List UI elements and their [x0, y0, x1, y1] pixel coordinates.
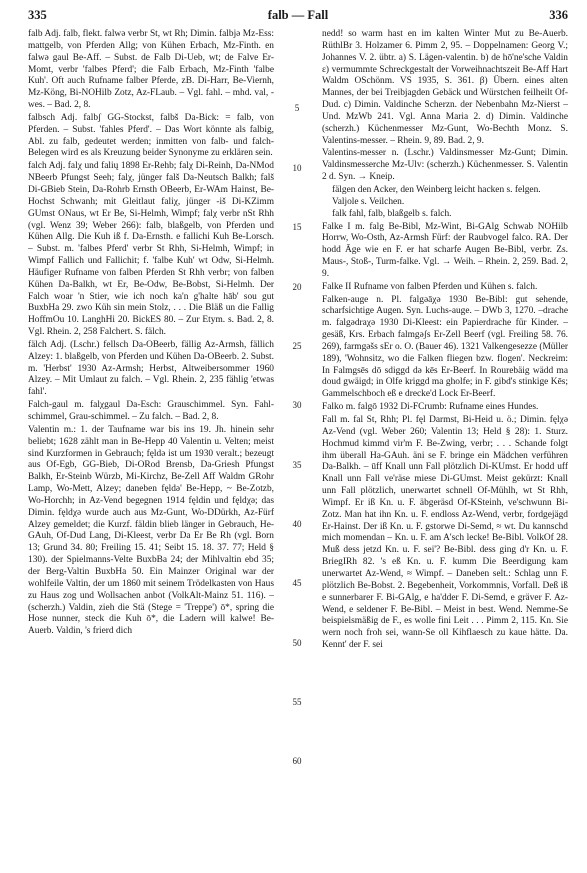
- left-column: [28, 29, 274, 865]
- entry-faelgen: fälgen den Acker, den Weinberg leicht hacken s. felgen.: [332, 184, 541, 195]
- page-number-left: 335: [28, 8, 47, 22]
- line-number: 25: [292, 341, 302, 351]
- entry-valentins-messer: Valentins-messer n. (Lschr.) Valdinsmesser Mz-Gunt; Dimin. Valdinsmesserche Mz-Ulv: (scherzh.) Küchenmesser. S. Valentin 2 d. Syn. → Kneip.: [322, 148, 568, 183]
- running-title: falb — Fall: [267, 8, 329, 22]
- page-header: [28, 8, 568, 24]
- line-number: 60: [292, 756, 302, 766]
- entry-falken-auge: Falken-auge n. Pl. falgəāχə 1930 Be-Bibl: gut sehende, scharfsichtige Augen. Syn. Luchs-auge. – DWb 3, 1270. –drache m. falgədraχə 1930 Di-Kleest: ein Papierdrache für Kinder. –gesäß, Krs. Erbach falmgəʃs Er-Zell Beerf (vgl. Freiling 58. 76. 269), farmgəšs sEr o. O. (Bauer 46). 1321 Valkengesezze (Müller 189), 'Wohnsitz, wo die Falken fliegen bzw. flogen'. Neckreim: In Falmgsēs dō sdiggd də kēs Er-Beerf. In Rourebäig wädd ma doud gwäigd; in Olfe kriggd ma gholfe; in F. gibd's stinkige Kēs; Gammelschboch eß e drecke'd Lock Er-Beerf.: [322, 294, 568, 400]
- line-number: 40: [292, 519, 302, 529]
- line-number: 35: [292, 460, 302, 470]
- line-number: 15: [292, 222, 302, 232]
- entry-fall: Fall m. fal St, Rhh; Pl. fęl Darmst, Bi-Heid u. ö.; Dimin. fęlχə Az-Vend (vgl. Weber 260; Valentin 13; Held § 28): 1. Sturz. Hochmud kimmd vir'm F. Be-Zwing, verbr; . . . Schande folgt ihm überall Ha-GAuh. äni se F. bringe ein Mädchen verführen Da-Balkh. – ūff Knall unn Fall plötzlich Di-KUmst. Er hodd uff Knall unn Fall ve'räse miese Di-GUmst. Meist gekürzt: Knall unn Fall plötzlich, unerwartet schnell Of-Mühlh, wt St Rhh, Wimpf. Er iß Kn. u. F. äbgeräsd Of-KSteinh, ve'schwunn Bi-Zotz. Man hat ihn Kn. u. F. endloss Az-Wend, verbr, fordgejägd Er-Hainst. Der iß Kn. u. F. gstorwe Di-Semd, ≈ wt. Du kannschd mich momendan – Kn. u. F. am A'sch lecke! Be-Bibl. VolkOf 28. Muß dess jetzd Kn. u. F. sei'? Be-Bibl. dess ging d'r Kn. u. F. BriegIRh 82. 's eß Kn. u. F. kumm Die Beerdigung kam unerwartet Az-Wend, ≈ Wimpf. – Daneben selt.: Schlag unn F. plötzlich Be-Bobst. 2. Begebenheit, Vorkommnis, Vorfall. Deß iß e sunnerbarer F. Bi-GAlg, e ha'dder F. Di-Semd, e gräver F. Az-Wend, e seldener F. Be-Bibl. – Meist in best. Wend. Nemme-Se beispielsmäßig de F., es wolle fini Leit . . . Pimm 2, 115. Kn. Sie wern noch froh sei, wann-Se oll Kihflaesch zu kaue hätte. Da. Kennt' der F. sei: [322, 415, 568, 651]
- entry-falch-gaul: Falch-gaul m. falχgaul Da-Esch: Grauschimmel. Syn. Fahl-schimmel, Grau-schimmel. – Zu falch. – Bad. 2, 8.: [28, 400, 274, 422]
- right-column: [322, 29, 568, 865]
- entry-valentin-continued: nedd! so warm hast en im kalten Winter Mut zu Be-Auerb. RüthlBr 3. Holzamer 6. Pimm 2, 95. – Doppelnamen: Georg V.; Johannes V. 2. übtr. a) S. Lägen-valentin. b) de hō'ne'sche Valdin ɛ) vermummte Schreckgestalt der Vorweihnachtszeit Be-Aff Hart Waldm OSchönm. VS 1935, S. 361. β) Übern. eines alten Mannes, der bei Treibjagden Gebäck und Würstchen feilheilt Of-Dud. c) Dimin. Valdinche Scherzn. der Nebenbahn Mz-Nierst – Und. MzWb 241. Vgl. Anna Maria 2. d) Dimin. Valdinche (scherzh.) Küchenmesser Mz-Gunt, Wo-Bechth Monz. S. Valentins-messer. – Rhein. 9, 89. Bad. 2, 9.: [322, 29, 568, 146]
- line-number: 10: [292, 163, 302, 173]
- line-number: 5: [294, 103, 300, 113]
- entry-falke-1: Falke I m. falg Be-Bibl, Mz-Wint, Bi-GAlg Schwab NOHilb Horrw, Wo-Osth, Az-Armsh Fürf: der Raubvogel falco. RA. Der hodd Āge wie en F. er hat scharfe Augen Be-Bibl, verbr. Zs. Maus-, Stoß-, Turm-falke. Vgl. → Weih. – Rhein. 2, 259. Bad. 2, 9.: [322, 221, 568, 279]
- line-number: 20: [292, 282, 302, 292]
- entry-falch: falch Adj. falχ und falių 1898 Er-Rehb; falχ Di-Reinh, Da-NMod NBeerb Pfungst Seeh; falχ, jünger falš Da-Neutsch Balkh; falš Di-GBieb Stein, Da-Rohrb Ernsth OBeerb, Er-WAm Hainst, Be-Hochst Schwanh; mit Gleitlaut faliχ, jünger -iš Di-KZimm GUmst ONaus, wt Er Be, Si-Helmh, Wimpf; falχ verbr nSt Rhh (vgl. Wenz 39; Weber 266): falb, blaßgelb, von Pferden und Kühen Allg. Die Kuh iß f. Da-Ernsth. e fallichi Kuh Be-Lorsch. – Subst. m. 'falbes Pferd' verbr St Rhh, Si-Helmh, Wimpf; in Wimpf Fallich und Fallichit; f. 'falbe Kuh' wt Odw, Si-Helmh. Häufiger Rufname von falben Pferden St Rhh verbr; von falben Kühen Da-Balkh, wt Er, Be-Odw, Be-Bobst, Si-Helmh. Der Falch woar 'n Stier, wie ich noch ka'n g'halte hāb' sou gut BuxbHa 29. zwo Küh sin mein Stolz, . . . Die Bläß un die Fallig HoffmOu 10. LanghHi 20. BickES 80. – Zur Etym. s. Bad. 2, 8. Vgl. Rhein. 2, 258 Falchert. S. fälch.: [28, 161, 274, 338]
- entry-falb: falb Adj. falb, flekt. falwə verbr St, wt Rh; Dimin. falbjə Mz-Ess: mattgelb, von Pferden Allg; von Kühen Erbach, Mz-Finth. en falwə gaul Be-Aff. – Subst. de Falb Di-Ueb, wt; de Falve Er-Momt, verbr 'falbes Pferd'; die Falb Erbach, Mz-Finth 'falbe Kuh'. Oft auch Rufname falber Pferde, zB. Di-Harr, Be-Viernh, Mz-Köng, Bi-NOHilb Zotz, Az-FLaub. – Vgl. fahl. – mhd. val, -wes. – Bad. 2, 8.: [28, 29, 274, 111]
- line-number: 55: [292, 697, 302, 707]
- page-number-right: 336: [549, 8, 568, 22]
- entry-valjole: Valjole s. Veilchen.: [332, 196, 405, 207]
- entry-falko: Falko m. falgō 1932 Di-FCrumb: Rufname eines Hundes.: [322, 402, 539, 413]
- entry-faelch: fälch Adj. (Lschr.) fellsch Da-OBeerb, fällig Az-Armsh, fällich Alzey: 1. blaßgelb, von Pferden und Kühen Da-OBeerb. 2. Subst. m. 'Herbst' 1930 Az-Armsh; Herbst, Altweibersommer 1960 Alzey. – Mit Umlaut zu falch. – Vgl. Rhein. 2, 235 fählig 'etwas fahl'.: [28, 339, 274, 398]
- entry-falbsch: falbsch Adj. falbʃ GG-Stockst, falbš Da-Bick: = falb, von Pferden. – Subst. 'fahles Pferd'. – Das Wort könnte als falbig, Abl. zu falb, gedeutet werden; inmitten von falb- und falch-Belegen wird es als Kreuzung beider Synonyme zu erklären sein.: [28, 112, 274, 159]
- entry-falke-2: Falke II Rufname von falben Pferden und Kühen s. falch.: [322, 281, 538, 292]
- line-number: 30: [292, 400, 302, 410]
- entry-valentin: Valentin m.: 1. der Taufname war bis ins 19. Jh. hinein sehr beliebt; 1628 zählt man in Be-Hepp 40 Valentin u. Velten; meist sind Kurzformen in Gebrauch; fęldə ist um 1930 veralt.; bezeugt aus Of-Egb, GG-Bieb, Di-ORod Brensb, Da-Griesh Pfungst Balkh, Er-Steinb Würzb, Mi-Kirchz, Be-Zell Aff Waldm GRohr Lamp, Wo-Mett, Alzey; daneben fęldə' Be-Hepp, ~ Be-Zotzb, Wo-Horchh; in Az-Vend begegnen 1914 fęldin und fęldχə; das Dimin. fęldχə wurde auch aus Mz-Gunt, Wo-DDürkh, Az-Fürf Alzey gemeldet; die Kurzf. fäldin blieb länger in Gebrauch, He-GAuh, Of-Dud Lang, Di-Kleest, verbr Da Er Be Rh (vgl. Born 13; Grund 34. 80; Freiling 15. 41; Seibt 15. 18. 37. 77; Held § 130). der Spielmanns-Velte BuxbBa 24; der Mihlvaltin ebd 35; der Berg-Valtin BuxbHa 50. Ein Mainzer Original war der wohlfeile Valtin, der um 1860 mit seinem Trödelkasten von Haus zu Haus zog und Wollsachen anbot (VolkAlt-Mainz 51. 116). – (scherzh.) Valdin, zieh die Stä (Stege = 'Treppe') ō*, spring die Hose nunner, steck die Kuh ō*, die Ladern will kalwe! Be-Auerb. Valdin, 's frierd dich: [28, 424, 274, 637]
- entry-falk: falk fahl, falb, blaßgelb s. falch.: [332, 208, 452, 219]
- line-number: 45: [292, 578, 302, 588]
- line-number: 50: [292, 638, 302, 648]
